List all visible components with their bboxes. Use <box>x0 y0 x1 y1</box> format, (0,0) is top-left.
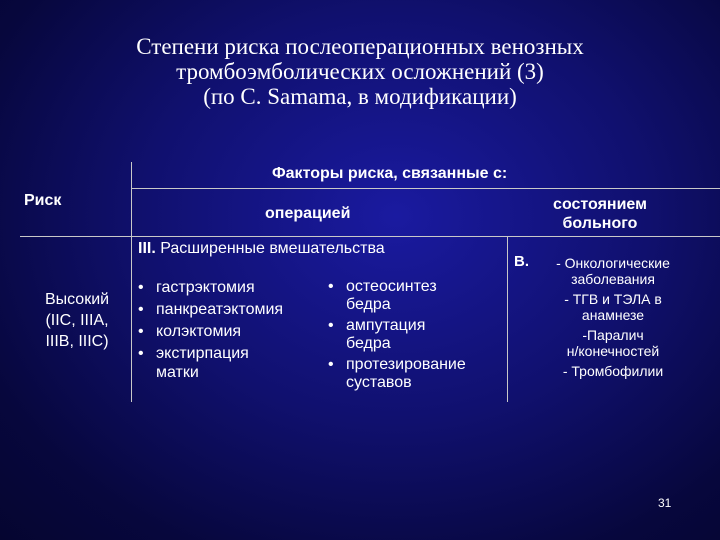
table-vertical-divider-left <box>131 162 132 402</box>
list-item: • экстирпация матки <box>138 344 283 382</box>
list-item: - Онкологические <box>556 255 670 271</box>
operations-list-col2 <box>328 278 466 395</box>
page-number: 31 <box>658 496 672 510</box>
list-item: • протезирование суставов <box>328 356 466 392</box>
risk-level-line-1: Высокий <box>44 291 110 308</box>
factors-header: Факторы риска, связанные с: <box>272 165 508 182</box>
patient-header-line-2: больного <box>562 215 638 232</box>
patient-group-prefix: B. <box>514 253 529 270</box>
title-line-1: Степени риска послеоперационных венозных <box>136 34 584 59</box>
title-line-2: тромбоэмболических осложнений (3) <box>176 59 544 84</box>
list-item: • ампутация бедра <box>328 317 466 353</box>
risk-level-line-3: IIIB, IIIC) <box>45 333 109 350</box>
operation-group-prefix: III. <box>138 240 156 257</box>
list-item: - ТГВ и ТЭЛА в <box>564 291 662 307</box>
table-vertical-divider-right <box>507 236 508 402</box>
patient-header <box>540 195 660 233</box>
list-item: анамнезе <box>581 307 645 323</box>
list-item: - Тромбофилии <box>562 363 664 379</box>
list-item: • остеосинтез бедра <box>328 278 466 314</box>
list-item: -Паралич <box>582 327 644 343</box>
list-item: заболевания <box>571 271 655 287</box>
operation-header: операцией <box>265 205 351 222</box>
table-horizontal-line-middle <box>20 236 720 237</box>
list-item: • колэктомия <box>138 322 283 341</box>
list-item: н/конечностей <box>566 343 660 359</box>
table-horizontal-line-top <box>132 188 720 189</box>
risk-level-line-2: (IIC, IIIA, <box>45 312 109 329</box>
operation-group-label <box>138 240 385 258</box>
title-line-3: (по С. Samama, в модификации) <box>203 84 517 109</box>
list-item: • гастрэктомия <box>138 278 283 297</box>
patient-header-line-1: состоянием <box>553 196 647 213</box>
list-item: • панкреатэктомия <box>138 300 283 319</box>
operations-list-col1 <box>138 278 283 385</box>
risk-level <box>30 289 124 352</box>
slide-title <box>40 34 680 109</box>
patient-factors-list <box>536 255 690 379</box>
risk-header: Риск <box>24 192 62 209</box>
operation-group-text: Расширенные вмешательства <box>155 240 385 257</box>
